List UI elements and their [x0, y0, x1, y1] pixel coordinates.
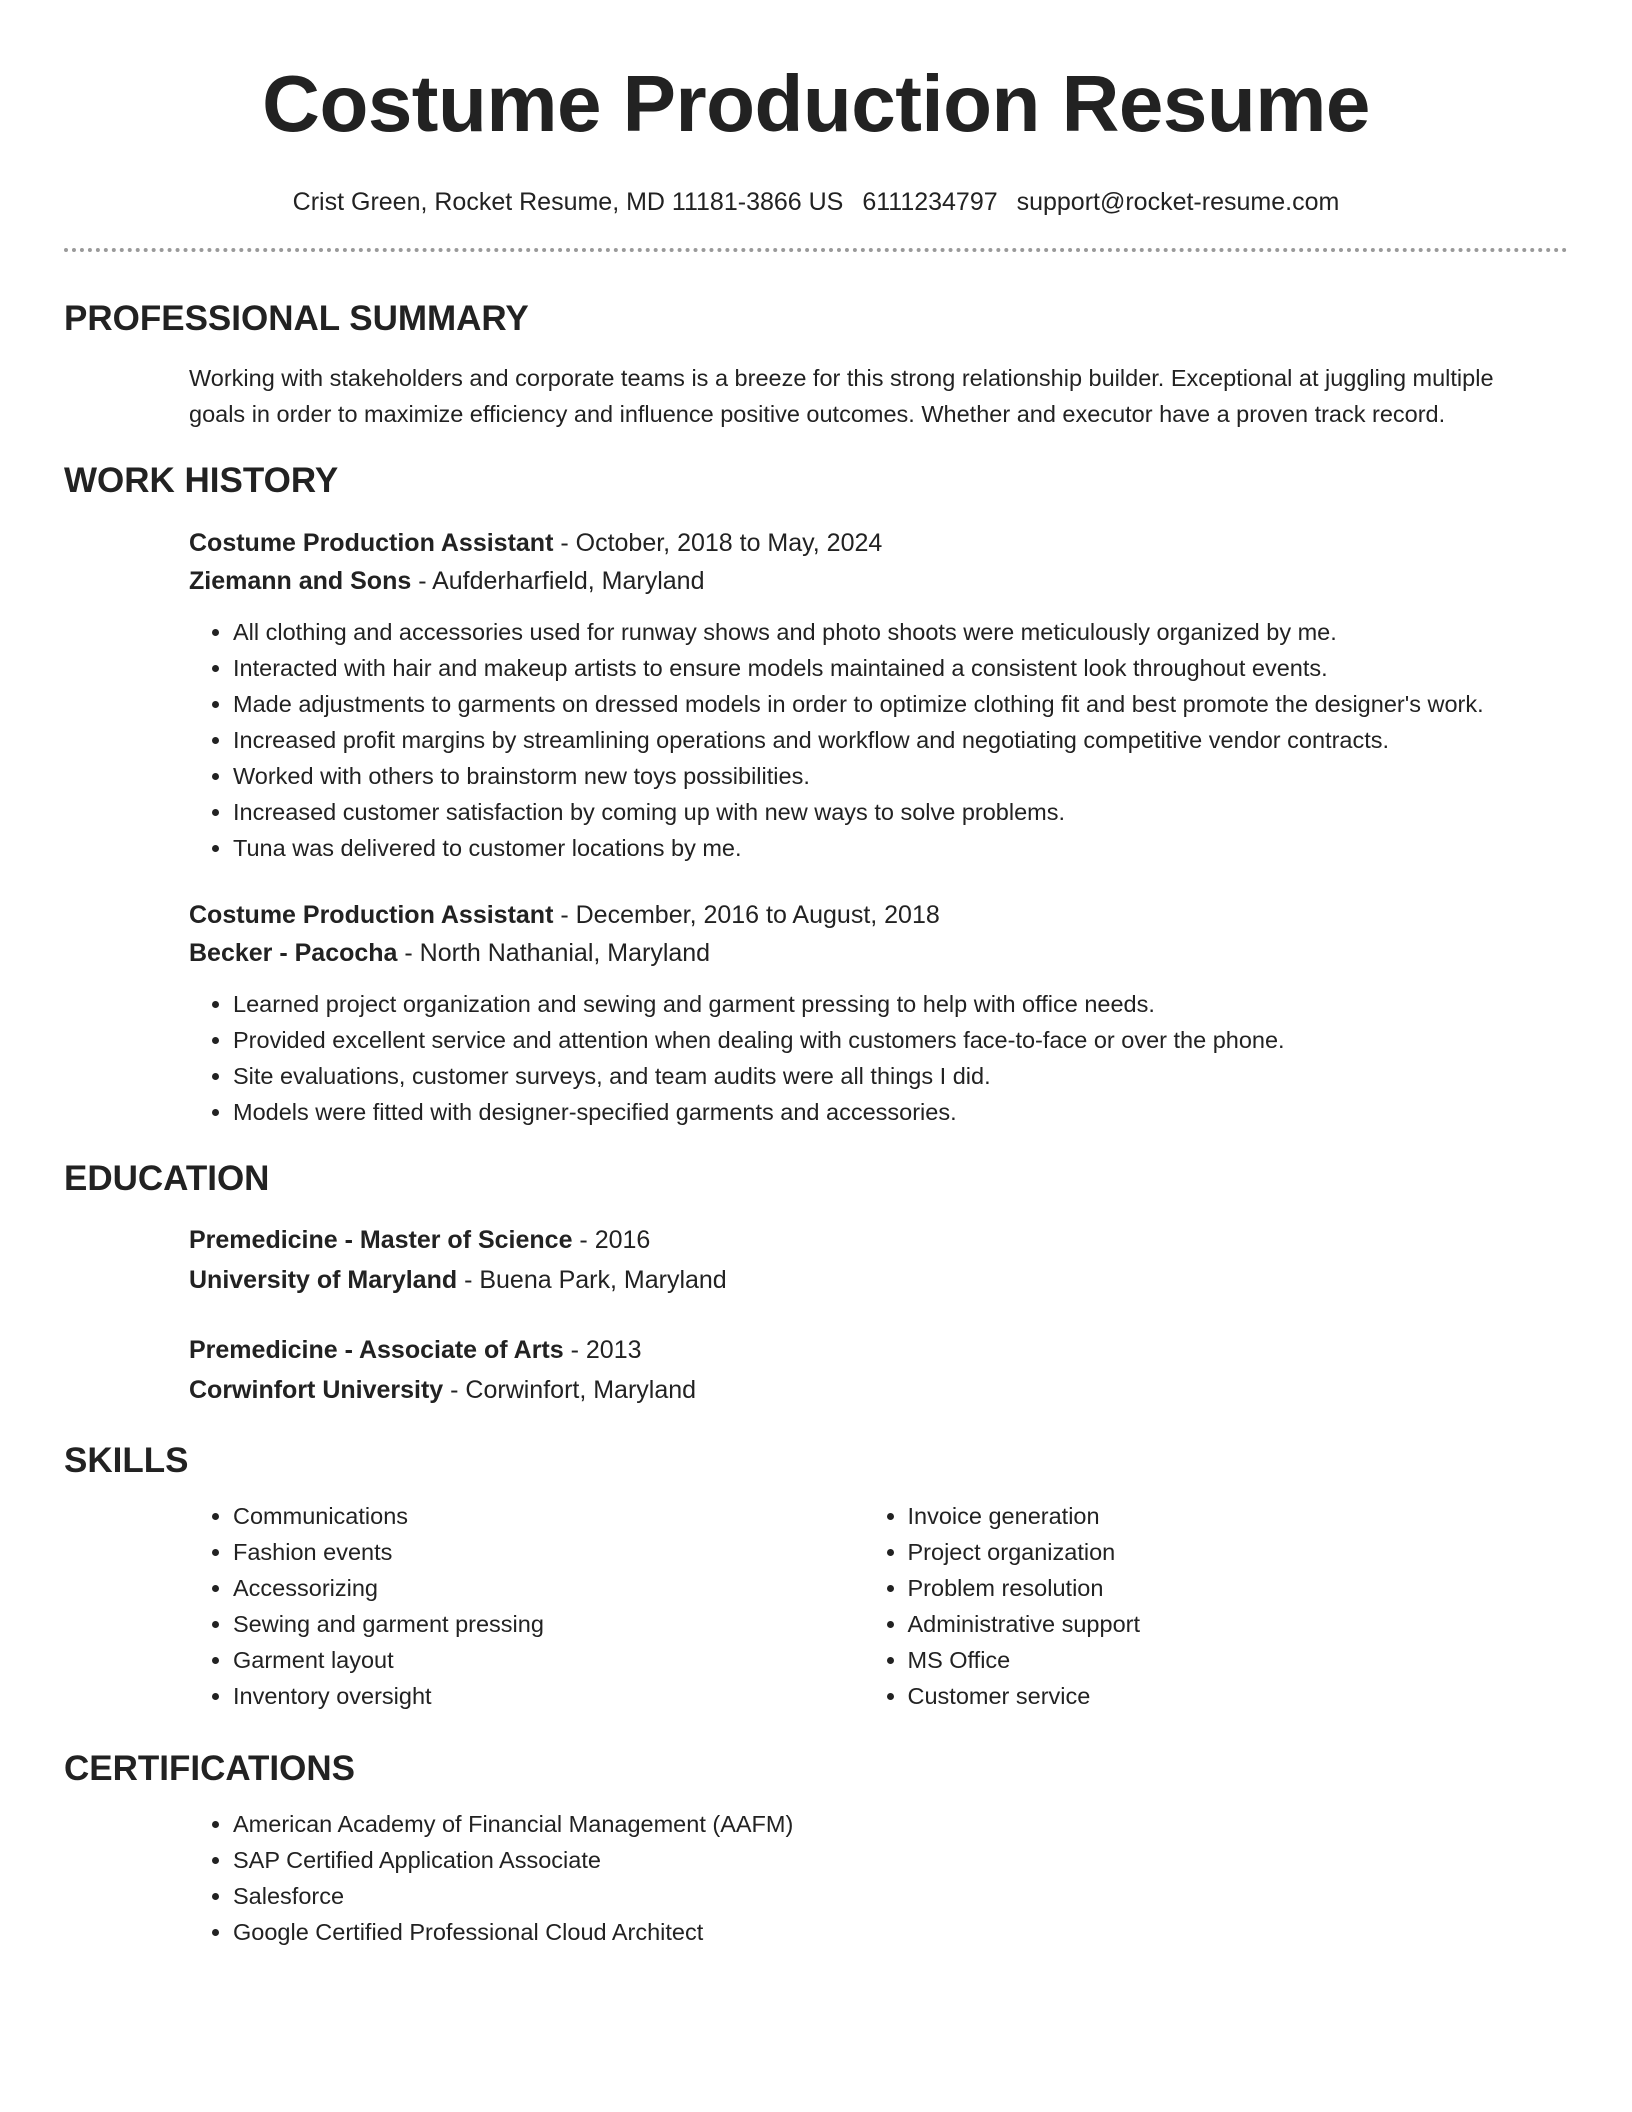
certification-item: • Salesforce — [233, 1878, 1538, 1914]
skill-item: • Communications — [233, 1498, 864, 1534]
job-location: - Aufderharfield, Maryland — [411, 567, 705, 595]
skill-item: • Project organization — [908, 1534, 1539, 1570]
skill-item: • MS Office — [908, 1642, 1539, 1678]
job-title: Costume Production Assistant — [189, 901, 554, 929]
skills-column-right — [864, 1498, 1539, 1714]
skill-item: • Problem resolution — [908, 1570, 1539, 1606]
job-duty: • Increased profit margins by streamlining operations and workflow and negotiating competitive vendor contracts. — [233, 722, 1538, 758]
school-line — [189, 1260, 1538, 1300]
job-duty: • Worked with others to brainstorm new toys possibilities. — [233, 758, 1538, 794]
school-location: - Corwinfort, Maryland — [443, 1376, 697, 1404]
summary-text: Working with stakeholders and corporate teams is a breeze for this strong relationship builder. Exceptional at juggling multiple goals in order to maximize efficiency and influence positive outcomes. Whether and executor have a proven track record. — [189, 365, 1494, 427]
education-section — [64, 1158, 1568, 1410]
skill-item: • Sewing and garment pressing — [233, 1606, 864, 1642]
degree-year: - 2016 — [572, 1226, 651, 1254]
job-location: - North Nathanial, Maryland — [397, 939, 711, 967]
summary-section — [64, 298, 1568, 432]
job-title: Costume Production Assistant — [189, 529, 554, 557]
school-location: - Buena Park, Maryland — [457, 1266, 727, 1294]
job-duties-list — [189, 986, 1538, 1130]
job-duty: • All clothing and accessories used for runway shows and photo shoots were meticulously organized by me. — [233, 614, 1538, 650]
skills-column-left — [189, 1498, 864, 1714]
job-duty: • Made adjustments to garments on dressed models in order to optimize clothing fit and best promote the designer's work. — [233, 686, 1538, 722]
header-divider — [64, 248, 1568, 252]
skills-section — [64, 1440, 1568, 1714]
job-company: Becker - Pacocha — [189, 939, 398, 967]
job-duty: • Tuna was delivered to customer locations by me. — [233, 830, 1538, 866]
skills-heading: SKILLS — [64, 1441, 189, 1480]
skill-item: • Inventory oversight — [233, 1678, 864, 1714]
contact-email: support@rocket-resume.com — [1016, 188, 1340, 216]
summary-heading: PROFESSIONAL SUMMARY — [64, 299, 529, 338]
job-entry — [189, 524, 1538, 866]
certification-item: • Google Certified Professional Cloud Architect — [233, 1914, 1538, 1950]
certifications-section — [64, 1748, 1568, 1950]
school-line — [189, 1370, 1538, 1410]
job-title-line — [189, 896, 1538, 934]
certifications-list — [189, 1806, 1538, 1950]
job-duty: • Site evaluations, customer surveys, and team audits were all things I did. — [233, 1058, 1538, 1094]
contact-address: Crist Green, Rocket Resume, MD 11181-3866 US — [292, 188, 844, 216]
skill-item: • Customer service — [908, 1678, 1539, 1714]
certification-item: • American Academy of Financial Management (AAFM) — [233, 1806, 1538, 1842]
skill-item: • Administrative support — [908, 1606, 1539, 1642]
job-dates: - December, 2016 to August, 2018 — [553, 901, 940, 929]
job-title-line — [189, 524, 1538, 562]
school-name: University of Maryland — [189, 1266, 458, 1294]
job-company-line — [189, 934, 1538, 972]
education-heading: EDUCATION — [64, 1159, 270, 1198]
skill-item: • Garment layout — [233, 1642, 864, 1678]
degree-line — [189, 1220, 1538, 1260]
work-history-heading: WORK HISTORY — [64, 461, 339, 500]
degree-line — [189, 1330, 1538, 1370]
contact-line — [64, 186, 1568, 218]
work-history-section — [64, 460, 1568, 1130]
degree-year: - 2013 — [563, 1336, 642, 1364]
job-duty: • Learned project organization and sewing and garment pressing to help with office needs. — [233, 986, 1538, 1022]
degree-name: Premedicine - Master of Science — [189, 1226, 573, 1254]
job-duty: • Increased customer satisfaction by coming up with new ways to solve problems. — [233, 794, 1538, 830]
job-company-line — [189, 562, 1538, 600]
skill-item: • Accessorizing — [233, 1570, 864, 1606]
education-entry — [189, 1330, 1538, 1410]
job-duty: • Provided excellent service and attention when dealing with customers face-to-face or over the phone. — [233, 1022, 1538, 1058]
contact-phone: 6111234797 — [862, 188, 998, 216]
job-duty: • Models were fitted with designer-specified garments and accessories. — [233, 1094, 1538, 1130]
skills-grid — [189, 1498, 1538, 1714]
certification-item: • SAP Certified Application Associate — [233, 1842, 1538, 1878]
job-dates: - October, 2018 to May, 2024 — [553, 529, 883, 557]
skills-list — [189, 1498, 864, 1714]
job-duties-list — [189, 614, 1538, 866]
degree-name: Premedicine - Associate of Arts — [189, 1336, 564, 1364]
skill-item: • Fashion events — [233, 1534, 864, 1570]
school-name: Corwinfort University — [189, 1376, 444, 1404]
education-entry — [189, 1220, 1538, 1300]
job-duty: • Interacted with hair and makeup artists to ensure models maintained a consistent look throughout events. — [233, 650, 1538, 686]
certifications-heading: CERTIFICATIONS — [64, 1749, 356, 1788]
job-entry — [189, 896, 1538, 1130]
skills-list — [864, 1498, 1539, 1714]
skill-item: • Invoice generation — [908, 1498, 1539, 1534]
job-company: Ziemann and Sons — [189, 567, 412, 595]
resume-title: Costume Production Resume — [262, 59, 1370, 148]
